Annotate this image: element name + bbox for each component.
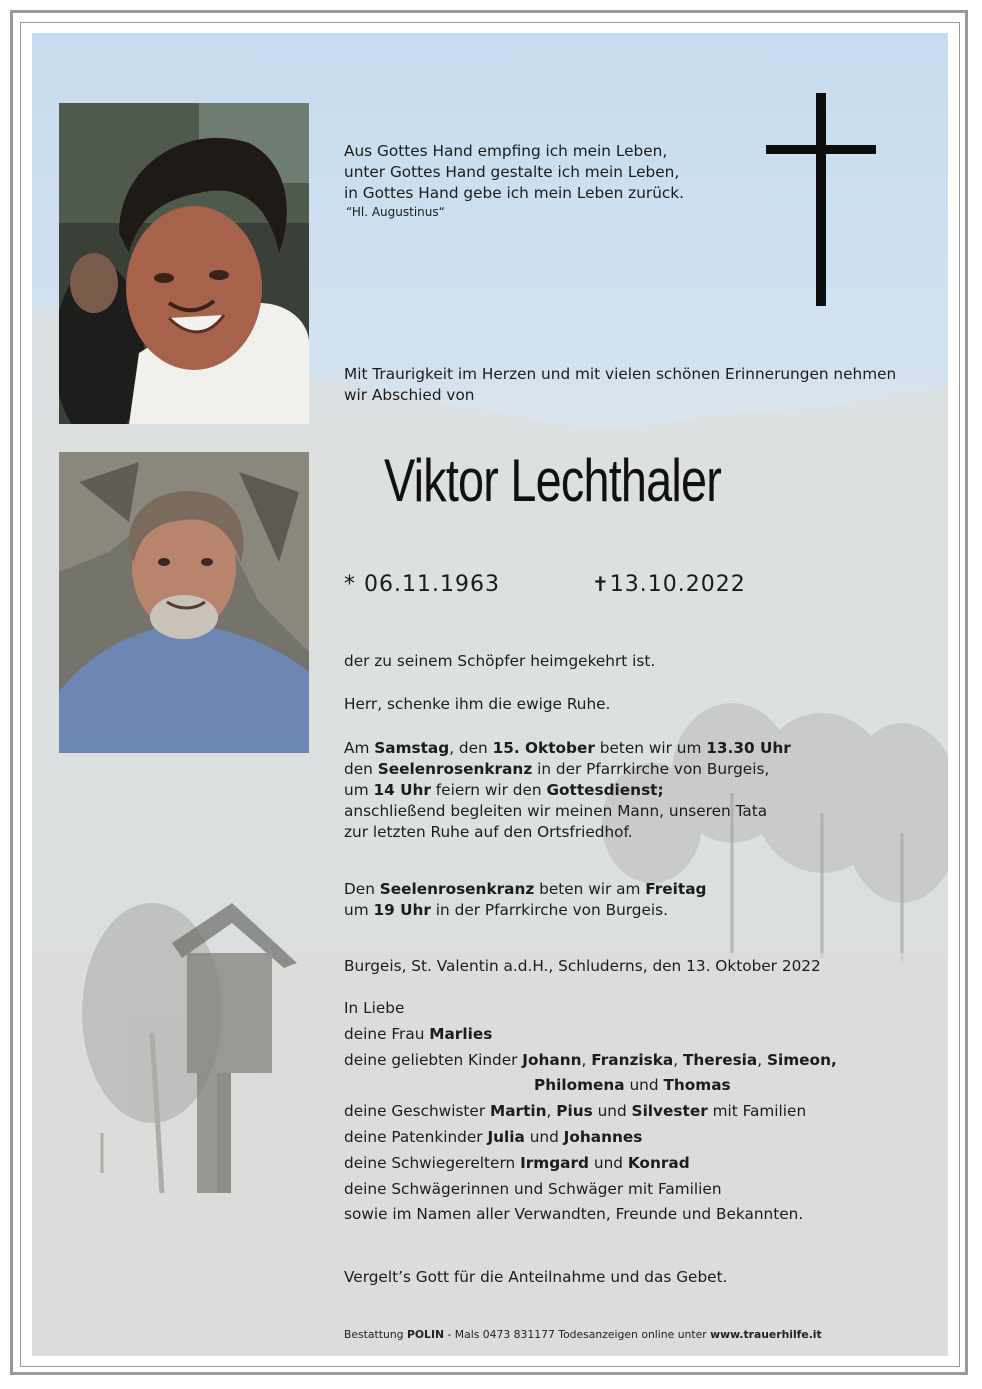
rosary-paragraph [344,879,707,921]
death-date: 13.10.2022 [609,572,746,597]
funeral-line: um 14 Uhr feiern wir den Gottesdienst; [344,781,664,799]
footer-credit: Bestattung POLIN - Mals 0473 831177 Todesanzeigen online unter www.trauerhilfe.it [344,1328,822,1341]
footer-url[interactable]: www.trauerhilfe.it [710,1328,822,1341]
portrait-photo-young [59,103,309,424]
family-list [344,996,837,1228]
intro-line: Mit Traurigkeit im Herzen und mit vielen schönen Erinnerungen nehmen [344,365,897,383]
prayer-text: Herr, schenke ihm die ewige Ruhe. [344,695,611,713]
rosary-line: Den Seelenrosenkranz beten wir am Freitag [344,880,707,898]
death-cross-icon: ✝ [592,572,610,596]
thanks-text: Vergelt’s Gott für die Anteilnahme und das Gebet. [344,1268,728,1286]
family-line: sowie im Namen aller Verwandten, Freunde und Bekannten. [344,1205,804,1224]
funeral-line: anschließend begleiten wir meinen Mann, unseren Tata [344,802,768,820]
death-date-block [592,572,746,597]
returned-text: der zu seinem Schöpfer heimgekehrt ist. [344,652,656,670]
birth-date: * 06.11.1963 [344,572,500,597]
rosary-line: um 19 Uhr in der Pfarrkirche von Burgeis. [344,901,668,919]
intro-line: wir Abschied von [344,386,475,404]
quote-source: “Hl. Augustinus“ [346,205,445,219]
funeral-line: Am Samstag, den 15. Oktober beten wir um 13.30 Uhr [344,739,791,757]
family-line: In Liebe [344,999,405,1017]
family-line: deine Geschwister Martin, Pius und Silvester mit Familien [344,1102,807,1121]
quote-line: in Gottes Hand gebe ich mein Leben zurück. [344,184,685,202]
family-line: deine geliebten Kinder Johann, Franziska, Theresia, Simeon, [344,1050,837,1069]
funeral-line: zur letzten Ruhe auf den Ortsfriedhof. [344,823,633,841]
place-date: Burgeis, St. Valentin a.d.H., Schluderns, den 13. Oktober 2022 [344,957,821,975]
quote-line: Aus Gottes Hand empfing ich mein Leben, [344,142,668,160]
funeral-line: den Seelenrosenkranz in der Pfarrkirche von Burgeis, [344,760,770,778]
cross-icon [766,93,876,306]
family-line: deine Frau Marlies [344,1024,493,1043]
quote-block [344,141,684,220]
intro-text [344,364,896,406]
portrait-photo-older [59,452,309,753]
family-line: deine Schwägerinnen und Schwäger mit Familien [344,1179,722,1198]
footer-company: POLIN [406,1328,444,1341]
quote-line: unter Gottes Hand gestalte ich mein Leben, [344,163,680,181]
family-line: Philomena und Thomas [534,1076,731,1095]
funeral-paragraph [344,738,791,843]
deceased-name: Viktor Lechthaler [384,447,722,514]
family-line: deine Patenkinder Julia und Johannes [344,1127,643,1146]
family-line: deine Schwiegereltern Irmgard und Konrad [344,1153,690,1172]
